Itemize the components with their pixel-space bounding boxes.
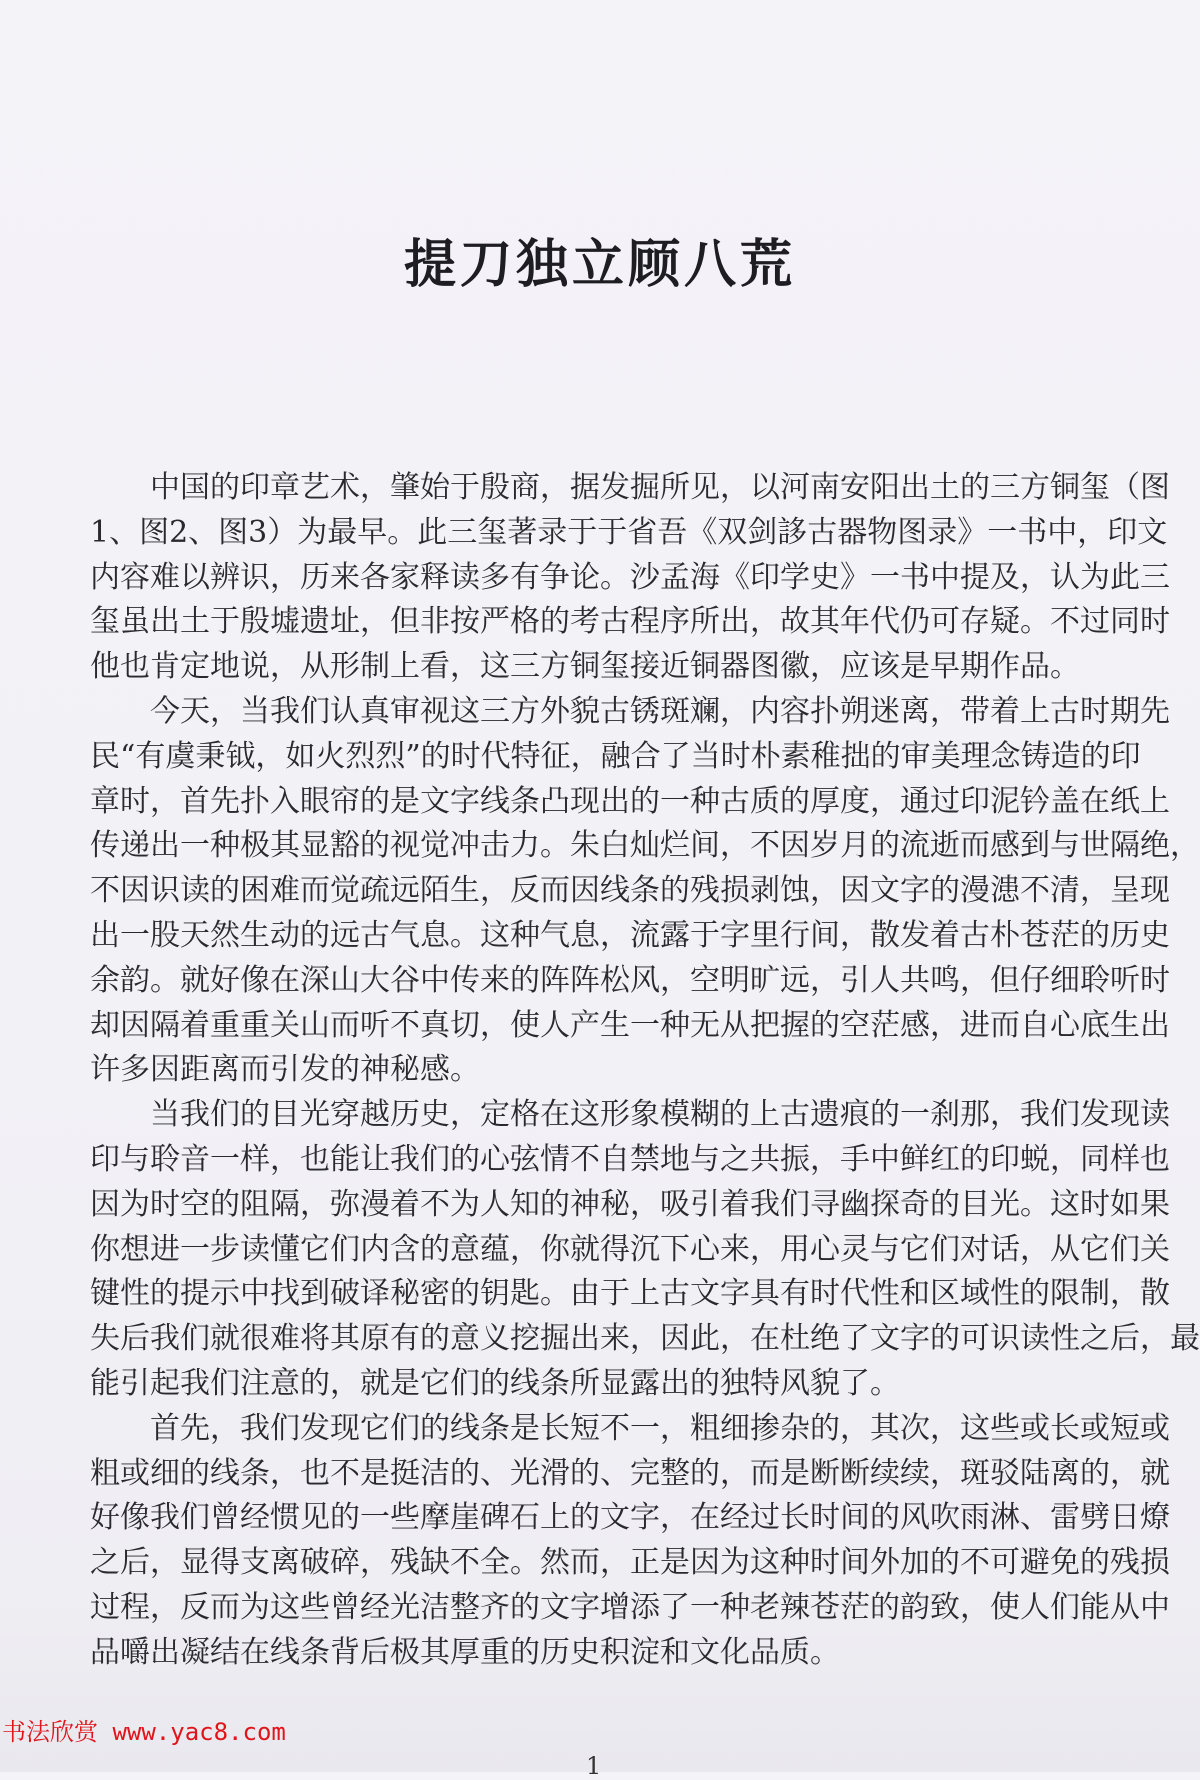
text-line: 首先，我们发现它们的线条是长短不一，粗细掺杂的，其次，这些或长或短或: [150, 1410, 1170, 1446]
text-line: 余韵。就好像在深山大谷中传来的阵阵松风，空明旷远，引人共鸣，但仔细聆听时: [90, 962, 1170, 998]
text-line: 印与聆音一样，也能让我们的心弦情不自禁地与之共振，手中鲜红的印蜕，同样也: [90, 1141, 1170, 1177]
text-line: 出一股天然生动的远古气息。这种气息，流露于字里行间，散发着古朴苍茫的历史: [90, 917, 1170, 953]
text-line: 许多因距离而引发的神秘感。: [90, 1052, 480, 1088]
text-line: 不因识读的困难而觉疏远陌生，反而因线条的残损剥蚀，因文字的漫漶不清，呈现: [90, 873, 1170, 909]
text-line: 能引起我们注意的，就是它们的线条所显露出的独特风貌了。: [90, 1365, 900, 1401]
text-line: 失后我们就很难将其原有的意义挖掘出来，因此，在杜绝了文字的可识读性之后，最: [90, 1321, 1200, 1357]
watermark-link[interactable]: 书法欣赏 www.yac8.com: [2, 1718, 286, 1746]
paragraph: [90, 466, 1170, 690]
text-line: 中国的印章艺术，肇始于殷商，据发掘所见，以河南安阳出土的三方铜玺（图: [150, 470, 1170, 505]
text-line: 因为时空的阻隔，弥漫着不为人知的神秘，吸引着我们寻幽探奇的目光。这时如果: [90, 1186, 1170, 1222]
text-line: 1、图2、图3）为最早。此三玺著录于于省吾《双剑誃古器物图录》一书中，印文: [90, 514, 1168, 550]
text-line: 传递出一种极其显豁的视觉冲击力。朱白灿烂间，不因岁月的流逝而感到与世隔绝，: [90, 828, 1200, 864]
text-line: 内容难以辨识，历来各家释读多有争论。沙孟海《印学史》一书中提及，认为此三: [90, 559, 1170, 595]
article-body: [90, 466, 1200, 1676]
text-line: 键性的提示中找到破译秘密的钥匙。由于上古文字具有时代性和区域性的限制，散: [90, 1276, 1170, 1312]
text-line: 过程，反而为这些曾经光洁整齐的文字增添了一种老辣苍茫的韵致，使人们能从中: [90, 1589, 1170, 1625]
text-line: 却因隔着重重关山而听不真切，使人产生一种无从把握的空茫感，进而自心底生出: [90, 1007, 1170, 1043]
paragraph: [90, 1093, 1200, 1407]
text-line: 当我们的目光穿越历史，定格在这形象模糊的上古遗痕的一刹那，我们发现读: [150, 1097, 1170, 1133]
text-line: 好像我们曾经惯见的一些摩崖碑石上的文字，在经过长时间的风吹雨淋、雷劈日燎: [90, 1500, 1170, 1536]
text-line: 你想进一步读懂它们内含的意蕴，你就得沉下心来，用心灵与它们对话，从它们关: [90, 1231, 1170, 1267]
text-line: 章时，首先扑入眼帘的是文字线条凸现出的一种古质的厚度，通过印泥钤盖在纸上: [90, 783, 1170, 819]
paragraph: [90, 690, 1200, 1093]
text-line: 他也肯定地说，从形制上看，这三方铜玺接近铜器图徽，应该是早期作品。: [90, 649, 1080, 685]
text-line: 粗或细的线条，也不是挺洁的、光滑的、完整的，而是断断续续，斑驳陆离的，就: [90, 1455, 1170, 1491]
text-line: 之后，显得支离破碎，残缺不全。然而，正是因为这种时间外加的不可避免的残损: [90, 1545, 1170, 1581]
text-line: 民“有虞秉钺，如火烈烈”的时代特征，融合了当时朴素稚拙的审美理念铸造的印: [90, 738, 1141, 774]
page-title: 提刀独立顾八荒: [403, 234, 796, 295]
text-line: 品嚼出凝结在线条背后极其厚重的历史积淀和文化品质。: [90, 1634, 840, 1670]
page-number: 1: [586, 1752, 602, 1780]
text-line: 今天，当我们认真审视这三方外貌古锈斑斓，内容扑朔迷离，带着上古时期先: [150, 693, 1170, 729]
paragraph: [90, 1407, 1170, 1676]
text-line: 玺虽出土于殷墟遗址，但非按严格的考古程序所出，故其年代仍可存疑。不过同时: [90, 604, 1170, 640]
